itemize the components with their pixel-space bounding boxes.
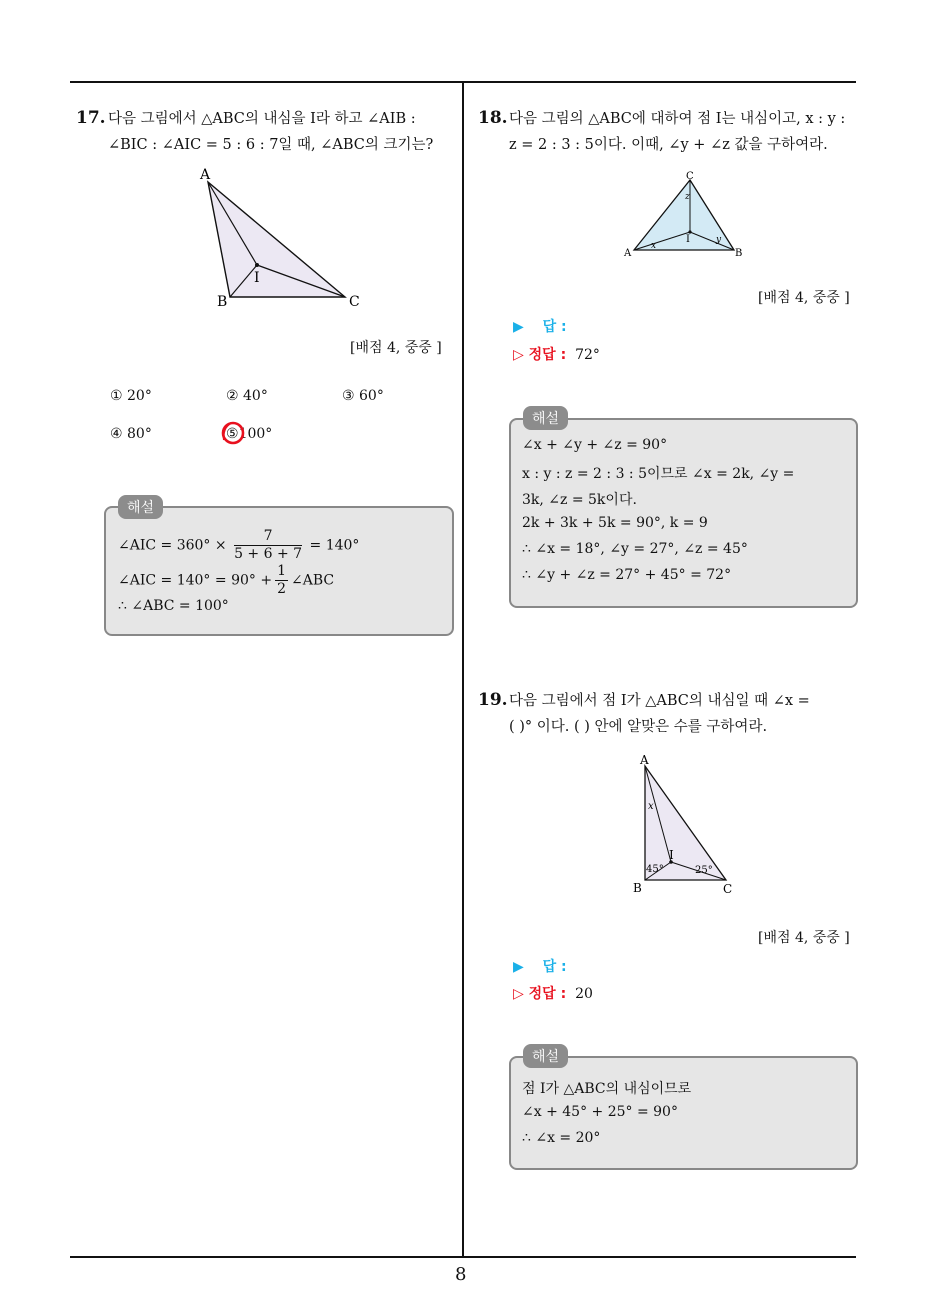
play-arrow-icon: ▶ bbox=[513, 319, 524, 335]
q18-number: 18. bbox=[478, 108, 508, 128]
q19-label-25: 25° bbox=[695, 865, 713, 876]
q17-text-line2: ∠BIC : ∠AIC = 5 : 6 : 7일 때, ∠ABC의 크기는? bbox=[108, 137, 434, 153]
q17-explain-line2: ∠AIC = 140° = 90° + $\frac{1}{2}$ ∠ABC bbox=[118, 563, 335, 597]
q18-text-line2: z = 2 : 3 : 5이다. 이때, ∠y + ∠z 값을 구하여라. bbox=[509, 137, 828, 153]
q18-explain-line4: 2k + 3k + 5k = 90°, k = 9 bbox=[522, 515, 708, 531]
q17-figure bbox=[190, 160, 380, 315]
q17-label-B: B bbox=[217, 294, 228, 310]
page-number: 8 bbox=[455, 1264, 467, 1285]
column-divider bbox=[462, 82, 464, 1257]
q17-choice-4[interactable]: ④ 80° bbox=[110, 426, 152, 442]
q19-explain-line2: ∠x + 45° + 25° = 90° bbox=[522, 1104, 678, 1120]
q18-answer-row: ▶ 답 : bbox=[513, 319, 567, 335]
q18-explain-line1: ∠x + ∠y + ∠z = 90° bbox=[522, 437, 668, 453]
q19-explain-line3: ∴ ∠x = 20° bbox=[522, 1130, 601, 1146]
q19-explanation-tag: 해설 bbox=[523, 1044, 568, 1068]
q18-label-B: B bbox=[735, 248, 743, 259]
q17-choice-3[interactable]: ③ 60° bbox=[342, 388, 384, 404]
q19-answer-row: ▶ 답 : bbox=[513, 959, 567, 975]
q17-text-line1: 다음 그림에서 △ABC의 내심을 I라 하고 ∠AIB : bbox=[108, 111, 416, 127]
q19-explain-line1: 점 I가 △ABC의 내심이므로 bbox=[522, 1081, 692, 1097]
q17-explain-line1: ∠AIC = 360° × $\frac{7}{5 + 6 + 7}$ = 140° bbox=[118, 528, 360, 562]
q18-label-C: C bbox=[686, 171, 694, 182]
q19-figure bbox=[628, 752, 748, 900]
q19-text-line2: ( )° 이다. ( ) 안에 알맞은 수를 구하여라. bbox=[509, 719, 768, 735]
q18-meta: [배점 4, 중중 ] bbox=[758, 290, 850, 306]
q17-label-C: C bbox=[349, 294, 360, 310]
q17-choice-2[interactable]: ② 40° bbox=[226, 388, 268, 404]
q18-explanation-tag: 해설 bbox=[523, 406, 568, 430]
q19-label-B: B bbox=[633, 881, 642, 895]
q17-label-I: I bbox=[254, 270, 260, 286]
outline-arrow-icon: ▷ bbox=[513, 347, 524, 363]
q18-label-x: x bbox=[651, 241, 657, 251]
play-arrow-icon: ▶ bbox=[513, 959, 524, 975]
q17-choice-5[interactable]: ⑤100° bbox=[226, 426, 273, 442]
q19-meta: [배점 4, 중중 ] bbox=[758, 930, 850, 946]
q19-label-C: C bbox=[723, 882, 733, 896]
q18-correct-row: ▷ 정답 : 72° bbox=[513, 347, 600, 363]
q18-explain-line3: 3k, ∠z = 5k이다. bbox=[522, 492, 637, 508]
q18-explain-line2: x : y : z = 2 : 3 : 5이므로 ∠x = 2k, ∠y = bbox=[522, 466, 795, 482]
q17-explanation-tag: 해설 bbox=[118, 495, 163, 519]
outline-arrow-icon: ▷ bbox=[513, 986, 524, 1002]
q19-label-45: 45° bbox=[646, 864, 664, 875]
q18-figure bbox=[620, 168, 750, 263]
q17-label-A: A bbox=[200, 167, 211, 183]
q18-explain-line5: ∴ ∠x = 18°, ∠y = 27°, ∠z = 45° bbox=[522, 541, 748, 557]
q19-text-line1: 다음 그림에서 점 I가 △ABC의 내심일 때 ∠x = bbox=[509, 693, 810, 709]
q19-correct-row: ▷ 정답 : 20 bbox=[513, 986, 593, 1002]
q17-choice-1[interactable]: ① 20° bbox=[110, 388, 152, 404]
q17-selected-circle bbox=[218, 418, 250, 450]
q18-label-z: z bbox=[685, 192, 690, 202]
q18-label-y: y bbox=[716, 235, 722, 245]
q17-number: 17. bbox=[76, 108, 106, 128]
q18-explain-line6: ∴ ∠y + ∠z = 27° + 45° = 72° bbox=[522, 567, 732, 583]
q18-label-A: A bbox=[624, 248, 632, 259]
q17-explain-line3: ∴ ∠ABC = 100° bbox=[118, 598, 229, 614]
bottom-rule bbox=[70, 1256, 856, 1258]
q17-meta: [배점 4, 중중 ] bbox=[350, 340, 442, 356]
q19-number: 19. bbox=[478, 690, 508, 710]
q18-text-line1: 다음 그림의 △ABC에 대하여 점 I는 내심이고, x : y : bbox=[509, 111, 846, 127]
q19-label-x: x bbox=[648, 801, 654, 812]
q19-label-A: A bbox=[640, 753, 649, 767]
q18-label-I: I bbox=[686, 234, 690, 245]
q19-label-I: I bbox=[669, 848, 674, 862]
